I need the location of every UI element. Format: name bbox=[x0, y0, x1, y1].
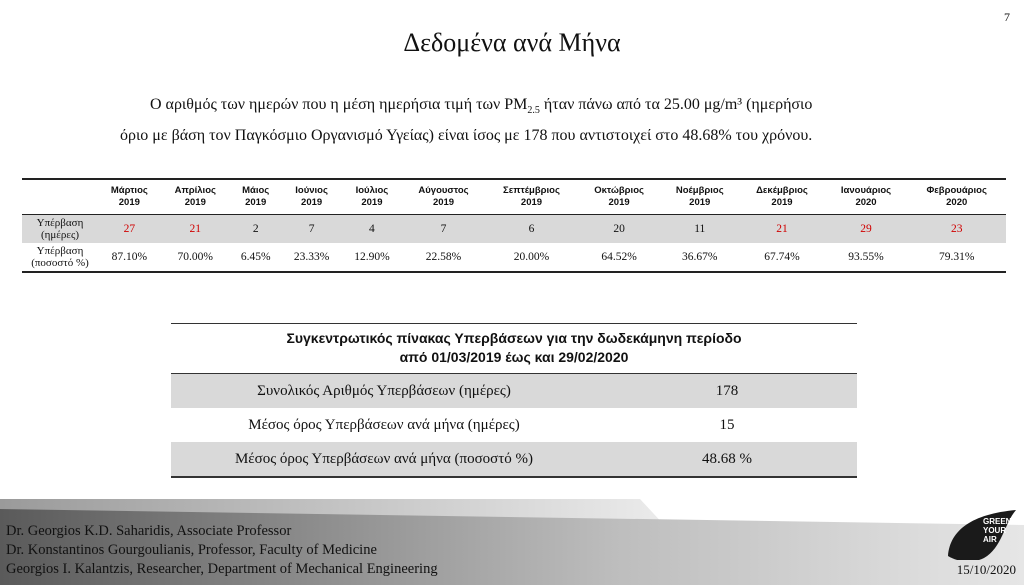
table-cell: 87.10% bbox=[111, 251, 148, 263]
table-cell: 23.33% bbox=[293, 251, 330, 263]
month-header bbox=[402, 179, 485, 215]
month-name: Φεβρουάριος bbox=[926, 185, 987, 196]
table-cell: 12.90% bbox=[354, 251, 390, 263]
month-header bbox=[281, 179, 341, 215]
month-name: Αύγουστος bbox=[418, 185, 469, 196]
month-name: Δεκέμβριος bbox=[756, 185, 808, 196]
monthly-exceedance-table bbox=[22, 178, 1006, 273]
author-line: Dr. Konstantinos Gourgoulianis, Professor, Faculty of Medicine bbox=[6, 542, 377, 558]
table-cell: 7 bbox=[402, 215, 485, 244]
month-year: 2019 bbox=[245, 197, 267, 208]
table-cell: 67.74% bbox=[764, 251, 800, 263]
table-cell: 2 bbox=[230, 215, 282, 244]
summary-heading-row bbox=[171, 324, 857, 374]
table-cell: 20.00% bbox=[513, 251, 550, 263]
month-year: 2019 bbox=[520, 197, 543, 208]
summary-row bbox=[171, 408, 857, 442]
month-year: 2019 bbox=[432, 197, 455, 208]
month-year: 2019 bbox=[608, 197, 630, 208]
month-name: Απρίλιος bbox=[174, 185, 216, 196]
summary-heading-line2: από 01/03/2019 έως και 29/02/2020 bbox=[399, 349, 629, 365]
month-year: 2019 bbox=[689, 197, 711, 208]
row-label-line: Υπέρβαση bbox=[36, 245, 84, 257]
table-corner-cell bbox=[22, 179, 98, 215]
table-cell: 29 bbox=[825, 215, 908, 244]
author-line: Georgios I. Kalantzis, Researcher, Department of Mechanical Engineering bbox=[6, 561, 438, 577]
row-label-line: (ημέρες) bbox=[40, 229, 80, 241]
month-year: 2020 bbox=[855, 197, 877, 208]
table-cell: 6 bbox=[485, 215, 578, 244]
table-cell: 21 bbox=[161, 215, 230, 244]
intro-line2: όριο με βάση τον Παγκόσμιο Οργανισμό Υγείας) είναι ίσος με 178 που αντιστοιχεί στο 48.68% του χρόνου. bbox=[120, 127, 813, 145]
table-cell: 6.45% bbox=[240, 251, 271, 263]
month-name: Μάιος bbox=[242, 185, 270, 196]
logo-text-line: GREEN bbox=[983, 517, 1012, 526]
table-cell: 23 bbox=[907, 215, 1006, 244]
table-cell: 70.00% bbox=[177, 251, 214, 263]
month-header bbox=[161, 179, 230, 215]
month-year: 2019 bbox=[771, 197, 793, 208]
summary-row bbox=[171, 374, 857, 409]
summary-label: Συνολικός Αριθμός Υπερβάσεων (ημέρες) bbox=[171, 374, 597, 409]
month-header bbox=[230, 179, 282, 215]
intro-line1-sub: 2.5 bbox=[527, 105, 540, 117]
logo-text bbox=[983, 517, 1011, 544]
table-cell: 11 bbox=[660, 215, 739, 244]
intro-line1-before: Ο αριθμός των ημερών που η μέση ημερήσια τιμή των PM bbox=[150, 96, 528, 113]
month-name: Νοέμβριος bbox=[675, 185, 724, 196]
row-label-line: Υπέρβαση bbox=[36, 217, 84, 229]
month-header bbox=[578, 179, 660, 215]
intro-line1-after: ήταν πάνω από τα 25.00 μg/m³ (ημερήσιο bbox=[539, 96, 813, 113]
table-cell: 22.58% bbox=[425, 251, 462, 263]
month-name: Ιούλιος bbox=[355, 185, 389, 196]
logo-text-line: AIR bbox=[983, 535, 997, 544]
table-cell: 7 bbox=[281, 215, 341, 244]
page-number: 7 bbox=[1004, 10, 1010, 24]
row-label-line: (ποσοστό %) bbox=[31, 257, 89, 269]
month-name: Οκτώβριος bbox=[594, 185, 644, 196]
summary-value: 48.68 % bbox=[597, 442, 857, 477]
summary-heading bbox=[171, 324, 857, 374]
table-cell: 64.52% bbox=[601, 251, 637, 263]
month-name: Σεπτέμβριος bbox=[503, 185, 560, 196]
month-year: 2019 bbox=[361, 197, 383, 208]
table-cell: 4 bbox=[342, 215, 402, 244]
table-cell: 93.55% bbox=[848, 251, 884, 263]
presentation-date: 15/10/2020 bbox=[956, 562, 1016, 577]
monthly-table-header bbox=[22, 179, 1006, 215]
table-cell: 36.67% bbox=[682, 251, 718, 263]
summary-label: Μέσος όρος Υπερβάσεων ανά μήνα (ημέρες) bbox=[248, 416, 520, 433]
month-header bbox=[342, 179, 402, 215]
summary-value: 178 bbox=[597, 374, 857, 409]
table-cell: 20 bbox=[578, 215, 660, 244]
month-year: 2020 bbox=[946, 197, 968, 208]
month-name: Μάρτιος bbox=[110, 185, 148, 196]
author-list bbox=[6, 522, 438, 579]
summary-table bbox=[171, 323, 857, 478]
summary-row bbox=[171, 442, 857, 477]
table-cell: 79.31% bbox=[938, 251, 975, 263]
month-header bbox=[98, 179, 161, 215]
summary-value: 15 bbox=[719, 416, 735, 433]
month-year: 2019 bbox=[301, 197, 323, 208]
slide-title: Δεδομένα ανά Μήνα bbox=[403, 28, 621, 57]
month-name: Ιανουάριος bbox=[840, 185, 892, 196]
summary-heading-line1: Συγκεντρωτικός πίνακας Υπερβάσεων για την δωδεκάμηνη περίοδο bbox=[286, 330, 742, 346]
row-label bbox=[22, 243, 98, 272]
month-header bbox=[660, 179, 739, 215]
month-header bbox=[739, 179, 824, 215]
table-cell: 27 bbox=[98, 215, 161, 244]
table-row bbox=[22, 215, 1006, 244]
intro-paragraph bbox=[120, 92, 950, 148]
table-cell: 21 bbox=[739, 215, 824, 244]
month-year: 2019 bbox=[118, 197, 140, 208]
row-label bbox=[22, 215, 98, 244]
month-name: Ιούνιος bbox=[295, 185, 328, 196]
table-row bbox=[22, 243, 1006, 272]
month-year: 2019 bbox=[184, 197, 206, 208]
month-header bbox=[907, 179, 1006, 215]
author-line: Dr. Georgios K.D. Saharidis, Associate Professor bbox=[6, 523, 292, 539]
month-header bbox=[825, 179, 908, 215]
logo-text-line: YOUR bbox=[983, 526, 1007, 535]
summary-label: Μέσος όρος Υπερβάσεων ανά μήνα (ποσοστό %) bbox=[171, 442, 597, 477]
monthly-table-body bbox=[22, 215, 1006, 273]
month-header bbox=[485, 179, 578, 215]
